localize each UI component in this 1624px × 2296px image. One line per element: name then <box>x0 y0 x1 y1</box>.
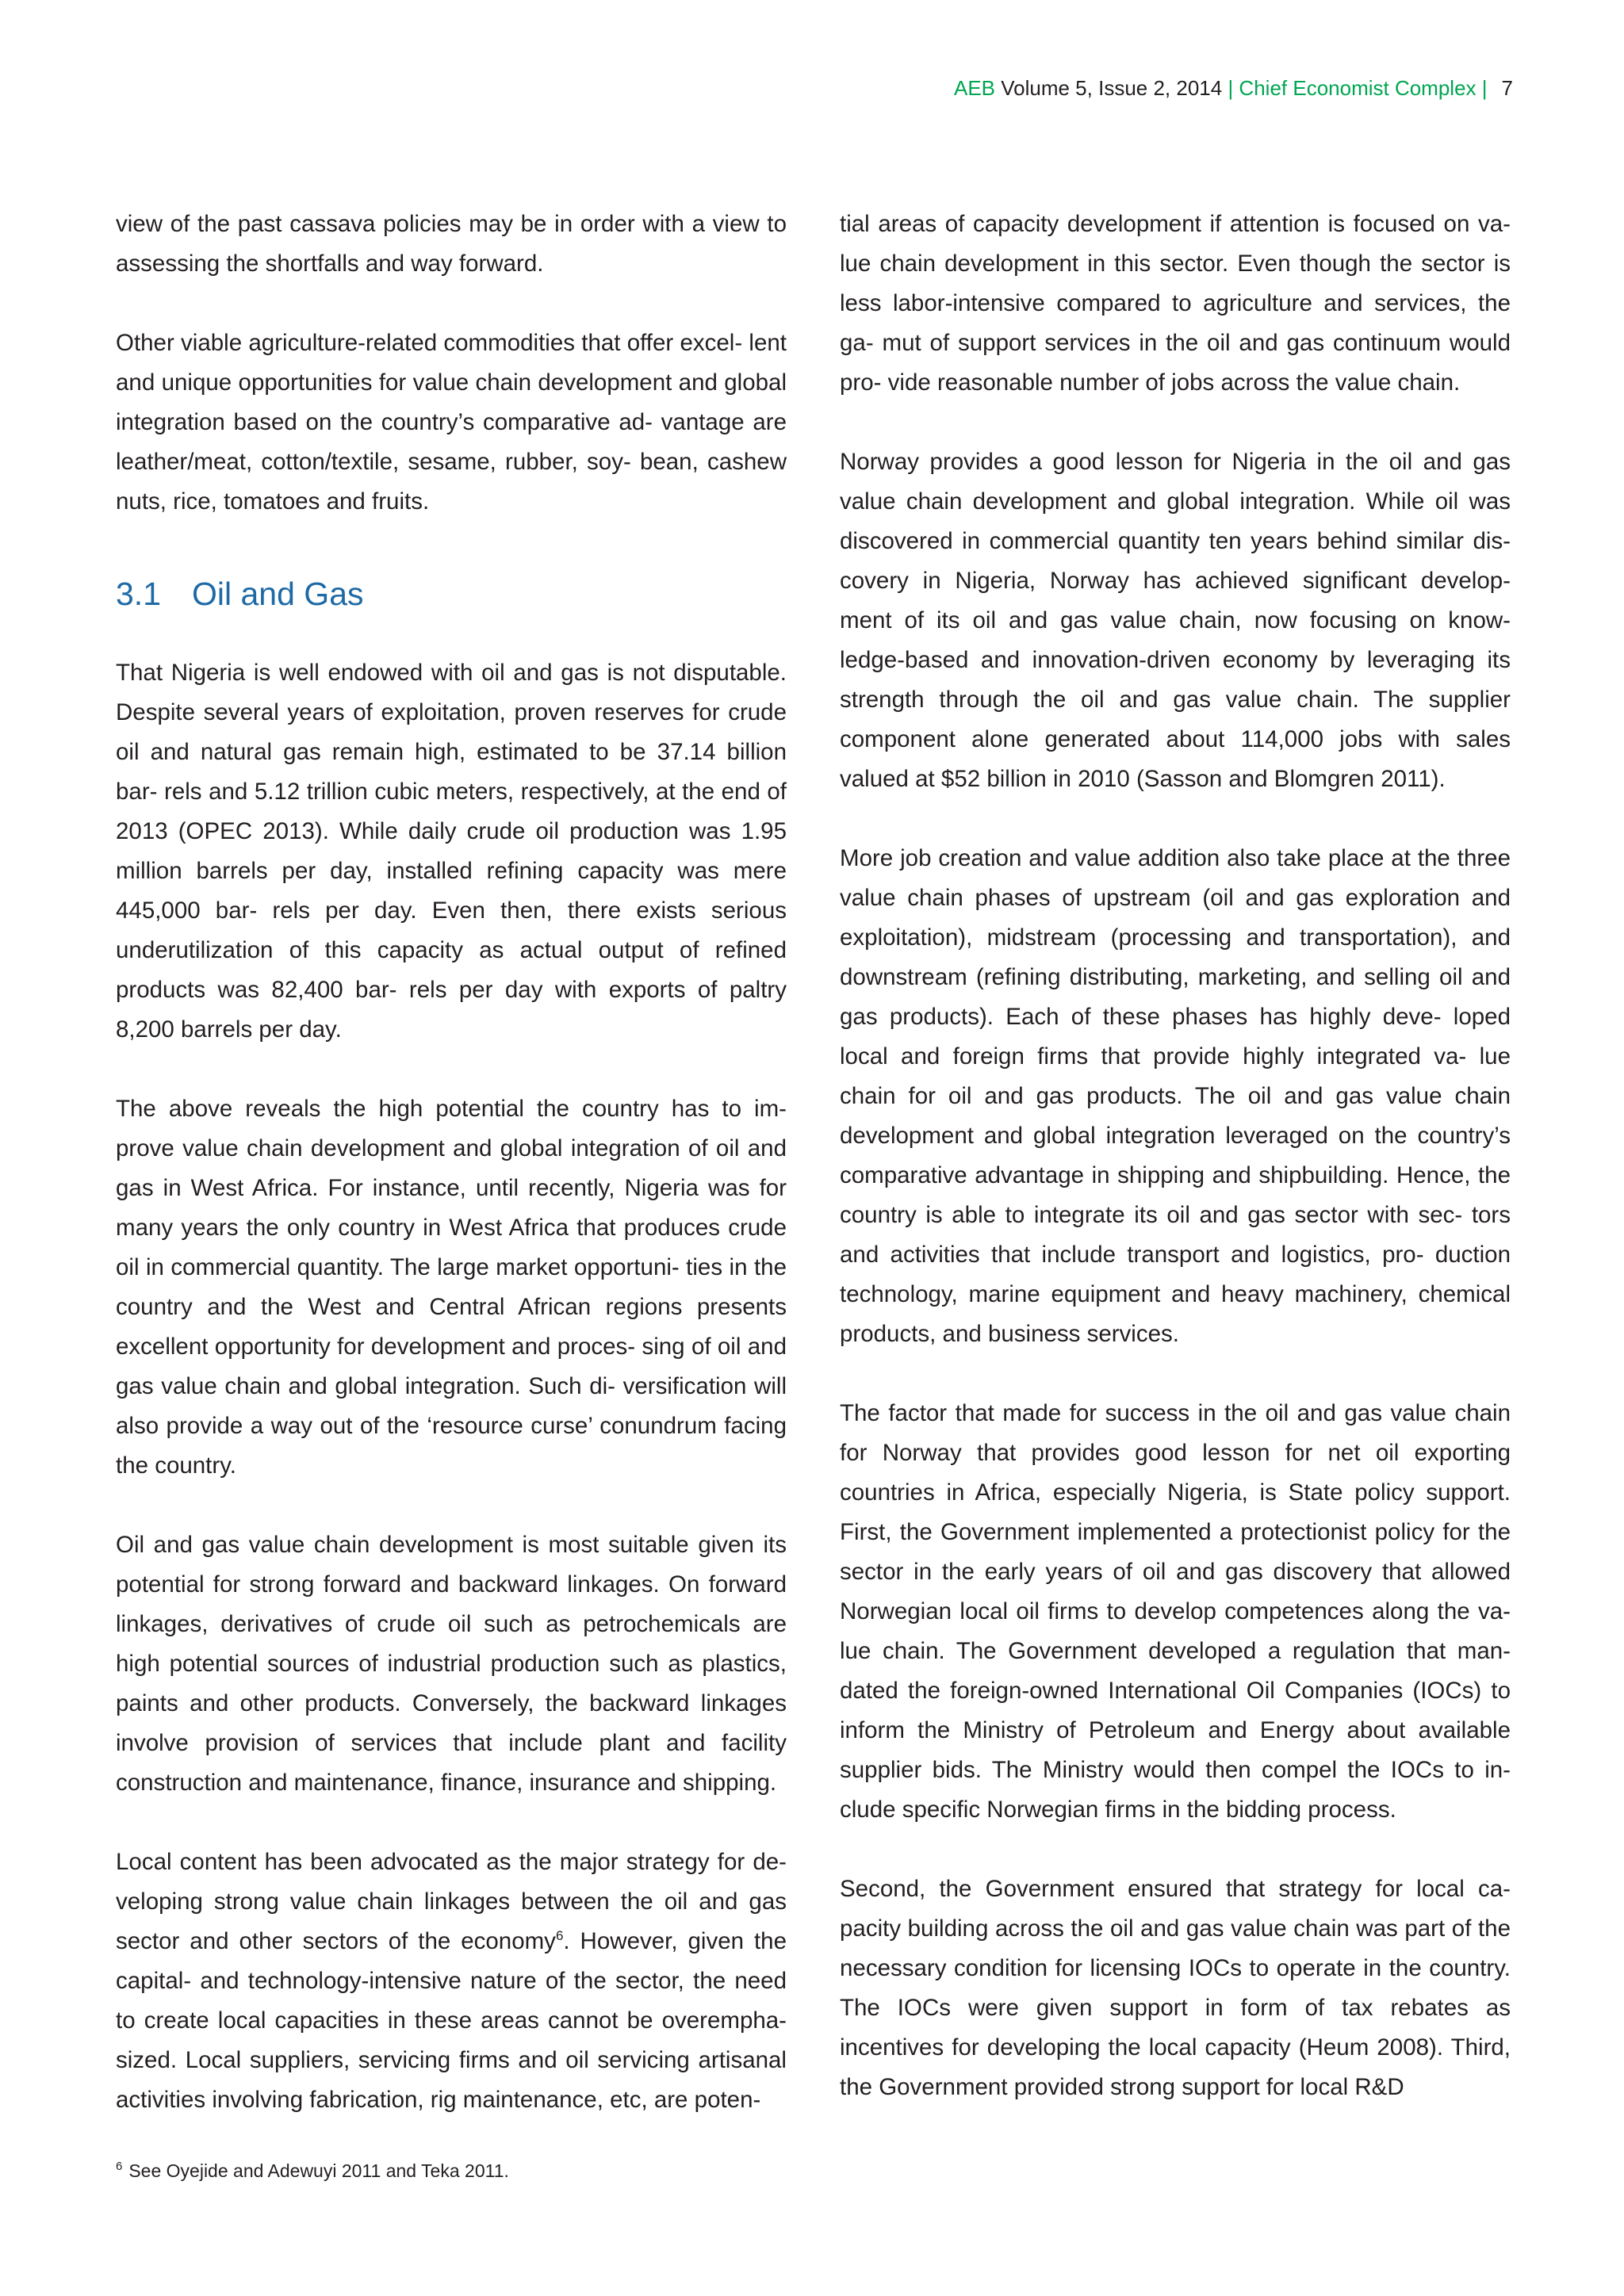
paragraph: Norway provides a good lesson for Nigeria in the oil and gas value chain development and global integration. While oil was discovered in commercial quantity ten years behind similar dis- covery in Nigeria, Norway has achieved significant develop- ment of its oil and gas value chain, now focusing on know- ledge-based and innovation-driven economy by leveraging its strength through the oil and gas value chain. The supplier component alone generated about 114,000 jobs with sales valued at $52 billion in 2010 (Sasson and Blomgren 2011). <box>840 449 1511 792</box>
page-number: 7 <box>1501 76 1513 100</box>
paragraph <box>116 1843 787 2120</box>
paragraph: More job creation and value addition also take place at the three value chain phases of upstream (oil and gas exploration and exploitation), midstream (processing and transportation), and downstream (refining distributing, marketing, and selling oil and gas products). Each of these phases has highly deve- loped local and foreign firms that provide highly integrated va- lue chain for oil and gas products. The oil and gas value chain development and global integration leveraged on the country’s comparative advantage in shipping and shipbuilding. Hence, the country is able to integrate its oil and gas sector with sec- tors and activities that include transport and logistics, pro- duction technology, marine equipment and heavy machinery, chemical products, and business services. <box>840 845 1511 1347</box>
paragraph: The factor that made for success in the oil and gas value chain for Norway that provides good lesson for net oil exporting countries in Africa, especially Nigeria, is State policy support. First, the Government implemented a protectionist policy for the sector in the early years of oil and gas discovery that allowed Norwegian local oil firms to develop competences along the va- lue chain. The Government developed a regulation that man- dated the foreign-owned International Oil Companies (IOCs) to inform the Ministry of Petroleum and Energy about available supplier bids. The Ministry would then compel the IOCs to in- clude specific Norwegian firms in the bidding process. <box>840 1400 1511 1823</box>
paragraph: Oil and gas value chain development is most suitable given its potential for strong forward and backward linkages. On forward linkages, derivatives of crude oil such as petrochemicals are high potential sources of industrial production such as plastics, paints and other products. Conversely, the backward linkages involve provision of services that include plant and facility construction and maintenance, finance, insurance and shipping. <box>116 1532 787 1796</box>
header-separator: | <box>1481 76 1488 100</box>
paragraph: That Nigeria is well endowed with oil and gas is not disputable. Despite several years of exploitation, proven reserves for crude oil and natural gas remain high, estimated to be 37.14 billion bar- rels and 5.12 trillion cubic meters, respectively, at the end of 2013 (OPEC 2013). While daily crude oil production was 1.95 million barrels per day, installed refining capacity was mere 445,000 bar- rels per day. Even then, there exists serious underutilization of this capacity as actual output of refined products was 82,400 bar- rels per day with exports of paltry 8,200 barrels per day. <box>116 660 787 1043</box>
paragraph-text: . However, given the capital- and technology-intensive nature of the sector, the need to create local capacities in these areas cannot be overempha- sized. Local suppliers, servicing firms and oil servicing artisanal activities involving fabrication, rig maintenance, etc, are poten- <box>116 1928 787 2113</box>
paragraph: Other viable agriculture-related commodities that offer excel- lent and unique opportunities for value chain development and global integration based on the country’s comparative ad- vantage are leather/meat, cotton/textile, sesame, rubber, soy- bean, cashew nuts, rice, tomatoes and fruits. <box>116 330 787 515</box>
footnote-marker: 6 <box>116 2160 123 2174</box>
paragraph-text: Local content has been advocated as the major strategy for de- veloping strong value chain linkages between the oil and gas sector and other sectors of the economy <box>116 1849 787 1954</box>
journal-abbrev: AEB <box>953 76 996 100</box>
header-separator: | <box>1228 76 1234 100</box>
volume-issue: Volume 5, Issue 2, 2014 <box>995 76 1228 100</box>
footnote <box>116 2158 787 2183</box>
paragraph: Second, the Government ensured that strategy for local ca- pacity building across the oil and gas value chain was part of the necessary condition for licensing IOCs to operate in the country. The IOCs were given support in form of tax rebates as incentives for developing the local capacity (Heum 2008). Third, the Government provided strong support for local R&D <box>840 1876 1511 2100</box>
section-title: Oil and Gas <box>192 576 364 612</box>
section-heading <box>116 568 787 620</box>
left-column <box>116 205 787 2120</box>
running-header <box>954 75 1513 101</box>
paragraph: tial areas of capacity development if attention is focused on va- lue chain development in this sector. Even though the sector is less labor-intensive compared to agriculture and services, the ga- mut of support services in the oil and gas continuum would pro- vide reasonable number of jobs across the value chain. <box>840 211 1511 396</box>
footnote-text: See Oyejide and Adewuyi 2011 and Teka 2011. <box>128 2160 509 2181</box>
header-section: Chief Economist Complex <box>1233 76 1482 100</box>
footnote-reference[interactable]: 6 <box>555 1928 564 1944</box>
section-number: 3.1 <box>116 576 161 612</box>
right-column <box>840 205 1511 2107</box>
paragraph: The above reveals the high potential the country has to im- prove value chain development and global integration of oil and gas in West Africa. For instance, until recently, Nigeria was for many years the only country in West Africa that produces crude oil in commercial quantity. The large market opportuni- ties in the country and the West and Central African regions presents excellent opportunity for development and proces- sing of oil and gas value chain and global integration. Such di- versification will also provide a way out of the ‘resource curse’ conundrum facing the country. <box>116 1096 787 1479</box>
paragraph: view of the past cassava policies may be in order with a view to assessing the shortfalls and way forward. <box>116 211 787 277</box>
